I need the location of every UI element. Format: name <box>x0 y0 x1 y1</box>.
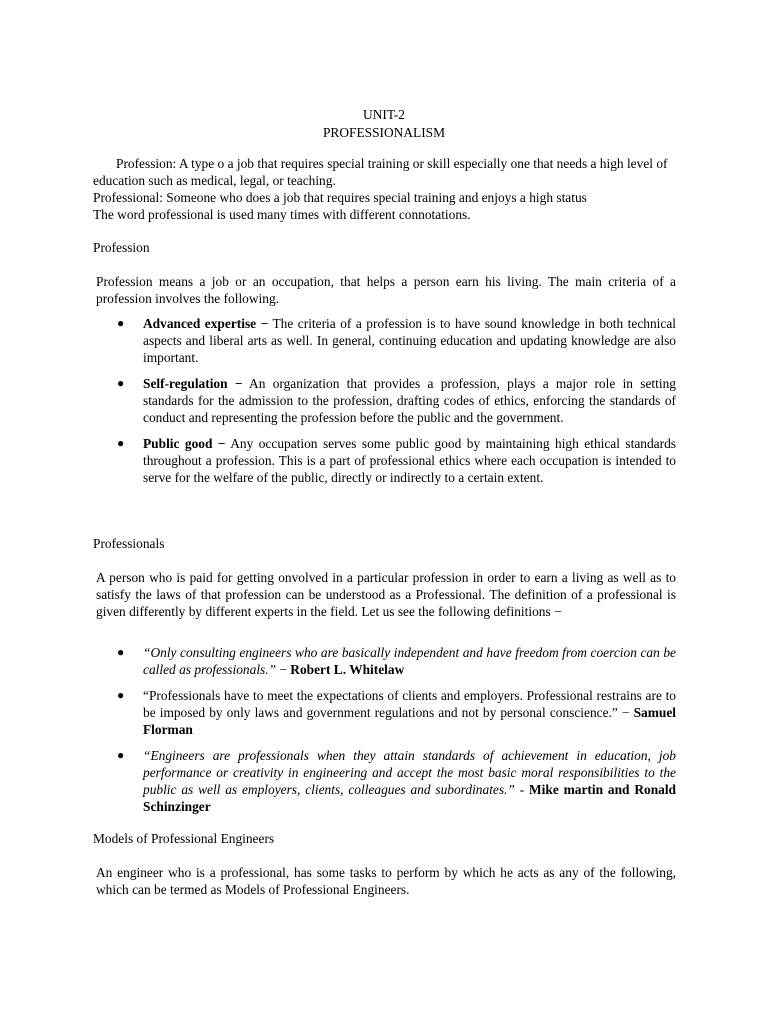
quote-author: Samuel Florman <box>143 705 676 737</box>
list-item <box>96 644 676 678</box>
intro-definitions <box>93 155 679 223</box>
list-item <box>96 747 676 815</box>
section-heading-models: Models of Professional Engineers <box>93 831 275 846</box>
bullet-icon: ● <box>117 436 125 450</box>
bullet-icon: ● <box>117 376 125 390</box>
page-title: PROFESSIONALISM <box>322 124 446 140</box>
section-heading-profession: Profession <box>93 240 150 255</box>
criteria-text: Any occupation serves some public good by maintaining high ethical standards throughout a profession. This is a part of professional ethics where each occupation is intended to serve for the welfare of the public, directly or indirectly to a certain extent. <box>143 436 676 485</box>
section-heading-professionals: Professionals <box>93 536 165 551</box>
quote-author: Mike martin and Ronald Schinzinger <box>143 782 676 814</box>
unit-label: UNIT-2 <box>363 107 405 122</box>
profession-paragraph: Profession means a job or an occupation, that helps a person earn his living. The main criteria of a profession involves the following. <box>96 274 676 306</box>
connotations-note: The word professional is used many times with different connotations. <box>93 207 471 222</box>
professional-definition: Professional: Someone who does a job that requires special training and enjoys a high status <box>93 190 587 205</box>
criteria-term: Public good − <box>143 436 226 451</box>
quote-text: “Only consulting engineers who are basically independent and have freedom from coercion can be called as professionals.” <box>143 645 676 677</box>
criteria-term: Self-regulation − <box>143 376 243 391</box>
quote-separator: - <box>514 782 530 797</box>
list-item <box>96 315 676 366</box>
quote-text: “Professionals have to meet the expectations of clients and employers. Professional restrains are to be imposed by only laws and government regulations and not by personal conscience.” <box>143 688 676 720</box>
criteria-text: The criteria of a profession is to have sound knowledge in both technical aspects and liberal arts as well. In general, continuing education and updating knowledge are also important. <box>143 316 677 365</box>
quote-author: Robert L. Whitelaw <box>290 662 405 677</box>
bullet-icon: ● <box>117 316 125 330</box>
profession-definition: Profession: A type o a job that requires special training or skill especially one that needs a high level of education such as medical, legal, or teaching. <box>93 156 668 188</box>
title-block <box>0 106 768 141</box>
list-item <box>96 375 676 426</box>
criteria-term: Advanced expertise − <box>143 316 269 331</box>
bullet-icon: ● <box>117 688 125 702</box>
list-item <box>96 687 676 738</box>
professionals-paragraph: A person who is paid for getting onvolved in a particular profession in order to earn a living as well as to satisfy the laws of that profession can be understood as a Professional. The definition of a professional is given differently by different experts in the field. Let us see the following definitions − <box>96 570 676 619</box>
list-item <box>96 435 676 486</box>
models-paragraph: An engineer who is a professional, has some tasks to perform by which he acts as any of the following, which can be termed as Models of Professional Engineers. <box>96 865 676 897</box>
criteria-text: An organization that provides a profession, plays a major role in setting standards for the admission to the profession, drafting codes of ethics, enforcing the standards of conduct and representing the profession before the public and the government. <box>143 376 676 425</box>
quote-separator: − <box>617 705 634 720</box>
quote-separator: − <box>276 662 291 677</box>
quote-text: “Engineers are professionals when they attain standards of achievement in education, job performance or creativity in engineering and accept the most basic moral responsibilities to the public as well as employers, clients, colleagues and subordinates.” <box>143 748 676 797</box>
bullet-icon: ● <box>117 645 125 659</box>
criteria-list <box>96 315 676 486</box>
bullet-icon: ● <box>117 748 125 762</box>
definitions-list <box>96 644 676 815</box>
